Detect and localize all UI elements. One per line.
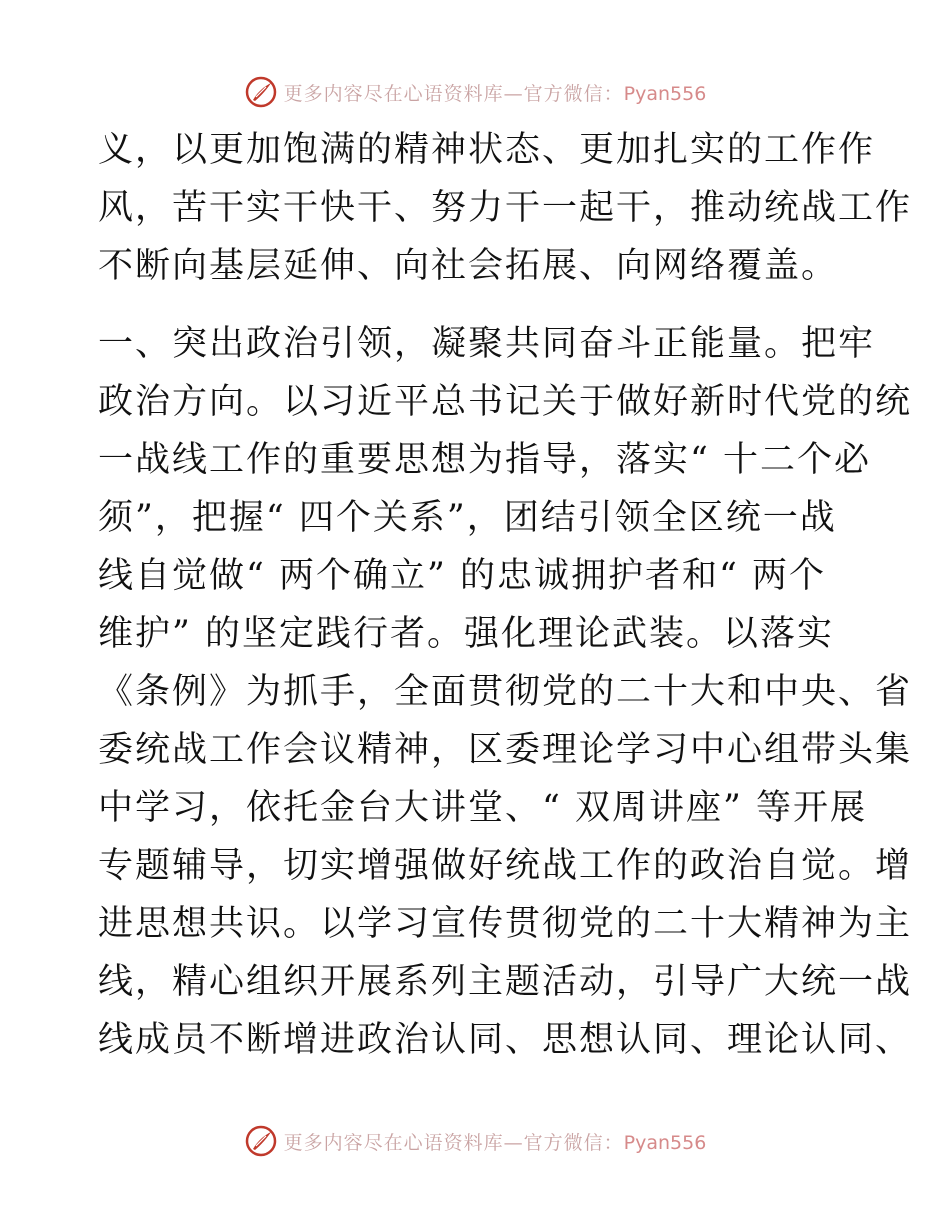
document-body [98,121,913,1069]
text-line: 进思想共识。以学习宣传贯彻党的二十大精神为主 [98,904,913,944]
text-line: 须”，把握“ 四个关系”，团结引领全区统一战 [98,498,837,538]
text-line: 线成员不断增进政治认同、思想认同、理论认同、 [98,1020,913,1060]
text-line: 政治方向。以习近平总书记关于做好新时代党的统 [98,382,913,422]
header-watermark-text: 更多内容尽在心语资料库—官方微信：Pyan556 [283,82,707,105]
text-line: 线，精心组织开展系列主题活动，引导广大统一战 [98,962,913,1002]
paragraph-2 [98,315,913,1069]
text-line: 《条例》为抓手，全面贯彻党的二十大和中央、省 [98,672,913,712]
text-line: 中学习，依托金台大讲堂、“ 双周讲座” 等开展 [98,788,868,828]
red-quill-logo-icon [244,1124,278,1158]
text-line: 委统战工作会议精神，区委理论学习中心组带头集 [98,730,913,770]
footer-watermark [0,1121,950,1161]
header-watermark [0,72,950,112]
text-line: 专题辅导，切实增强做好统战工作的政治自觉。增 [98,846,913,886]
text-line: 一、突出政治引领，凝聚共同奋斗正能量。把牢 [98,324,876,364]
text-line: 线自觉做“ 两个确立” 的忠诚拥护者和“ 两个 [98,556,827,596]
paragraph-1 [98,121,913,295]
text-line: 一战线工作的重要思想为指导，落实“ 十二个必 [98,440,872,480]
text-line: 维护” 的坚定践行者。强化理论武装。以落实 [98,614,835,654]
red-quill-logo-icon [244,75,278,109]
text-line: 不断向基层延伸、向社会拓展、向网络覆盖。 [98,246,839,286]
text-line: 风，苦干实干快干、努力干一起干，推动统战工作 [98,188,913,228]
footer-watermark-text: 更多内容尽在心语资料库—官方微信：Pyan556 [283,1131,707,1154]
text-line: 义，以更加饱满的精神状态、更加扎实的工作作 [98,130,876,170]
